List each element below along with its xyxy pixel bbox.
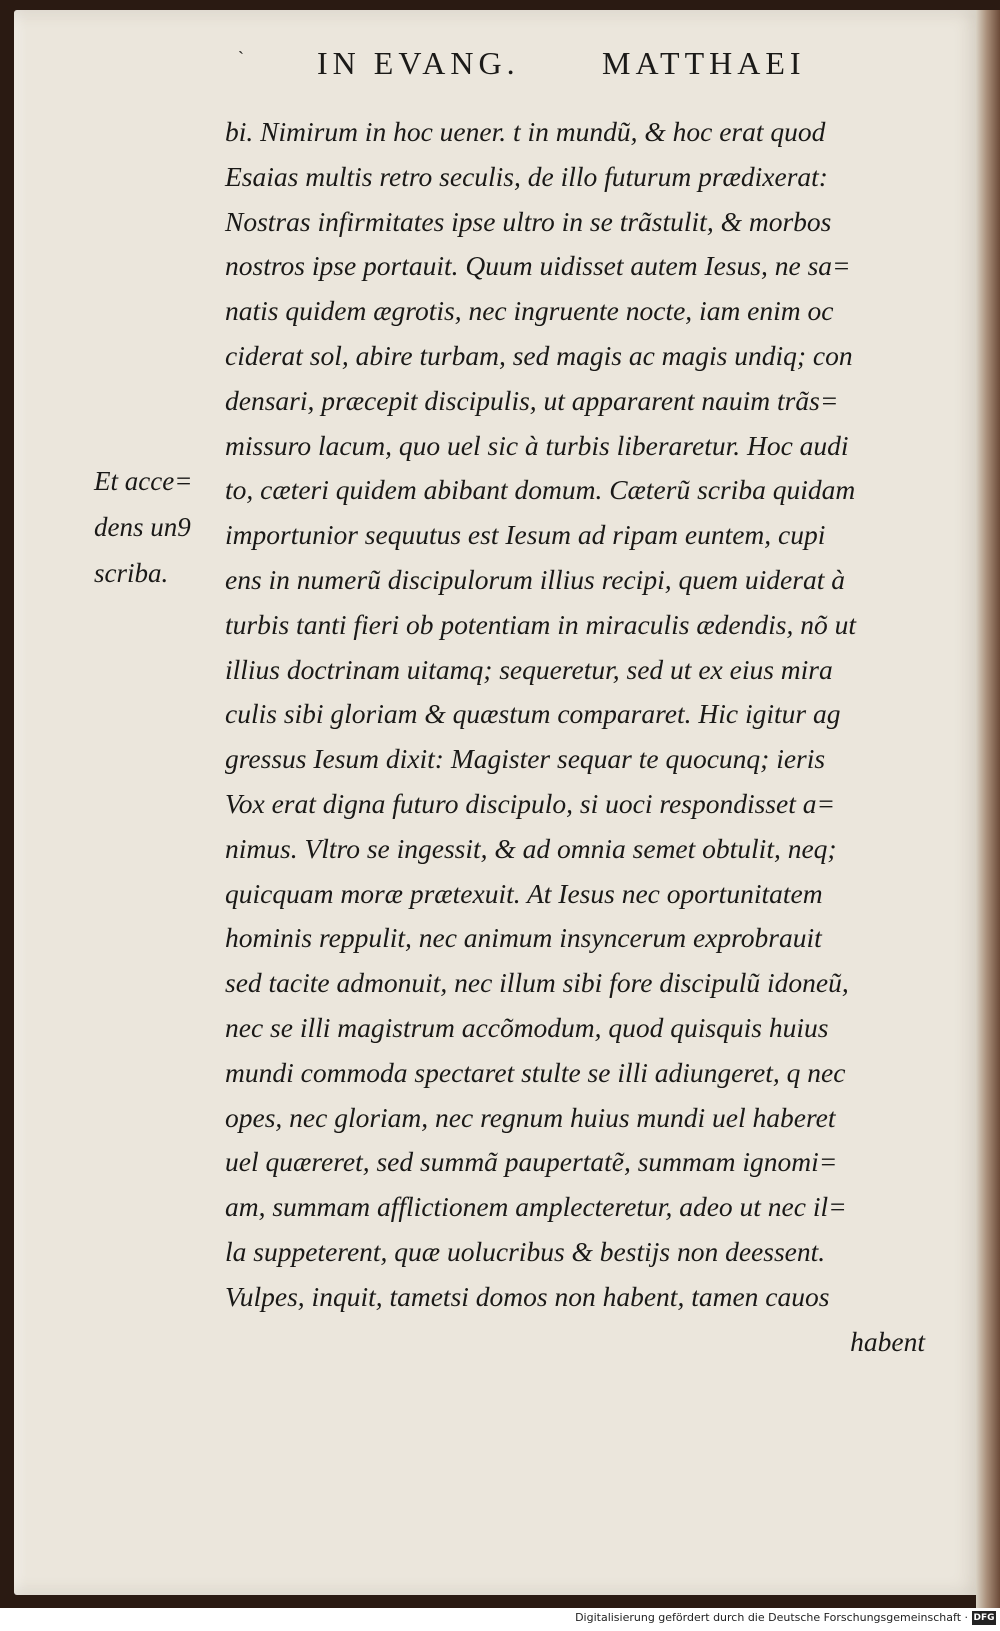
page-edge <box>976 10 1000 1631</box>
text-line: densari, præcepit discipulis, ut appararent nauim trãs= <box>225 384 839 416</box>
text-line: missuro lacum, quo uel sic à turbis liberaretur. Hoc audi <box>225 429 849 461</box>
book-page <box>14 10 982 1595</box>
footer-bar <box>0 1608 1000 1631</box>
text-line: uel quæreret, sed summã paupertatẽ, summam ignomi= <box>225 1146 838 1178</box>
text-line: ciderat sol, abire turbam, sed magis ac magis undiq; con <box>225 339 853 371</box>
text-line: to, cæteri quidem abibant domum. Cæterũ scriba quidam <box>225 474 856 506</box>
text-line: mundi commoda spectaret stulte se illi adiungeret, q nec <box>225 1056 846 1088</box>
margin-note <box>94 458 192 596</box>
text-line: am, summam afflictionem amplecteretur, adeo ut nec il= <box>225 1191 847 1223</box>
text-line: opes, nec gloriam, nec regnum huius mundi uel haberet <box>225 1101 836 1133</box>
text-line: Esaias multis retro seculis, de illo futurum prædixerat: <box>225 160 828 192</box>
running-head-right: MATTHAEI <box>602 45 806 81</box>
running-head-left: IN EVANG. <box>317 45 520 81</box>
funding-credit: Digitalisierung gefördert durch die Deutsche Forschungsgemeinschaft · <box>575 1611 968 1624</box>
text-line: Vulpes, inquit, tametsi domos non habent, tamen cauos <box>225 1280 830 1312</box>
margin-note-line: scriba. <box>94 558 169 588</box>
text-line: Vox erat digna futuro discipulo, si uoci respondisset a= <box>225 787 836 819</box>
text-line: la suppeterent, quæ uolucribus & bestijs non deessent. <box>225 1235 826 1267</box>
text-line: turbis tanti fieri ob potentiam in miraculis ædendis, nõ ut <box>225 608 856 640</box>
catchword: habent <box>850 1325 925 1357</box>
text-line: bi. Nimirum in hoc uener. t in mundũ, & hoc erat quod <box>225 116 826 147</box>
text-line: nimus. Vltro se ingessit, & ad omnia semet obtulit, neq; <box>225 832 837 864</box>
text-line: quicquam moræ prætexuit. At Iesus nec oportunitatem <box>225 877 823 909</box>
margin-note-line: dens un9 <box>94 512 191 542</box>
dfg-logo: DFG <box>973 1613 995 1623</box>
text-line: nec se illi magistrum accõmodum, quod quisquis huius <box>225 1011 829 1043</box>
text-line: ens in numerũ discipulorum illius recipi, quem uiderat à <box>225 563 845 595</box>
body-text <box>225 110 925 1364</box>
margin-note-line: Et acce= <box>94 466 193 496</box>
text-line: importunior sequutus est Iesum ad ripam euntem, cupi <box>225 519 826 551</box>
text-line: nostros ipse portauit. Quum uidisset autem Iesus, ne sa= <box>225 250 851 282</box>
text-line: gressus Iesum dixit: Magister sequar te quocunq; ieris <box>225 743 826 775</box>
text-line: hominis reppulit, nec animum insyncerum exprobrauit <box>225 922 822 954</box>
text-line: illius doctrinam uitamq; sequeretur, sed ut ex eius mira <box>225 653 833 685</box>
text-line: sed tacite admonuit, nec illum sibi fore discipulũ idoneũ, <box>225 967 849 999</box>
tick-mark: ` <box>238 48 244 68</box>
text-line: Nostras infirmitates ipse ultro in se trãstulit, & morbos <box>225 205 832 237</box>
text-line: culis sibi gloriam & quæstum compararet. Hic igitur ag <box>225 698 841 730</box>
text-line: natis quidem ægrotis, nec ingruente nocte, iam enim oc <box>225 295 834 327</box>
